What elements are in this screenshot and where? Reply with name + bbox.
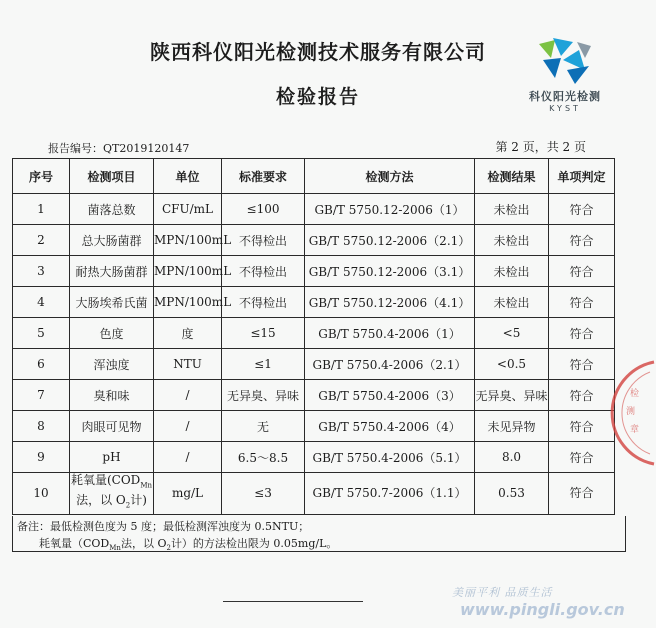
company-logo — [510, 36, 620, 126]
cell-unit: NTU — [154, 349, 222, 380]
table-row — [13, 194, 615, 225]
cell-item: 浑浊度 — [70, 349, 154, 380]
cell-item-text: 法，以 O — [76, 493, 126, 508]
cell-unit: CFU/mL — [154, 194, 222, 225]
red-seal-stamp-icon — [616, 358, 656, 468]
cell-verdict: 符合 — [549, 349, 615, 380]
table-row — [13, 318, 615, 349]
cell-no: 8 — [13, 411, 70, 442]
cell-verdict: 符合 — [549, 442, 615, 473]
cell-no: 9 — [13, 442, 70, 473]
remarks-box — [12, 516, 626, 552]
cell-unit: MPN/100mL — [154, 287, 222, 318]
remark-line-1: 备注：最低检测色度为 5 度；最低检测浑浊度为 0.5NTU； — [17, 520, 310, 533]
cell-result: 0.53 — [475, 473, 549, 515]
cell-no: 4 — [13, 287, 70, 318]
cell-method: GB/T 5750.4-2006（5.1） — [305, 442, 475, 473]
header-unit: 单位 — [154, 159, 222, 194]
header-no: 序号 — [13, 159, 70, 194]
cell-no: 3 — [13, 256, 70, 287]
cell-standard: 6.5～8.5 — [222, 442, 305, 473]
cell-verdict: 符合 — [549, 380, 615, 411]
svg-text:检: 检 — [630, 389, 640, 399]
header-result: 检测结果 — [475, 159, 549, 194]
remark-text: 法，以 O — [120, 537, 167, 550]
cell-verdict: 符合 — [549, 194, 615, 225]
cell-item: 臭和味 — [70, 380, 154, 411]
table-row — [13, 225, 615, 256]
cell-method: GB/T 5750.4-2006（4） — [305, 411, 475, 442]
cell-result: <5 — [475, 318, 549, 349]
cell-item: 耐热大肠菌群 — [70, 256, 154, 287]
cell-item: 大肠埃希氏菌 — [70, 287, 154, 318]
logo-name-en: KYST — [549, 104, 581, 113]
page-indicator: 第 2 页，共 2 页 — [495, 140, 586, 154]
cell-result: 未见异物 — [475, 411, 549, 442]
cell-method: GB/T 5750.12-2006（1） — [305, 194, 475, 225]
svg-text:章: 章 — [630, 425, 640, 435]
table-row — [13, 380, 615, 411]
cell-no: 5 — [13, 318, 70, 349]
cell-unit: / — [154, 442, 222, 473]
cell-result: 未检出 — [475, 256, 549, 287]
report-title: 检验报告 — [275, 86, 360, 108]
table-row — [13, 256, 615, 287]
cell-method: GB/T 5750.4-2006（1） — [305, 318, 475, 349]
cell-standard: 不得检出 — [222, 256, 305, 287]
cell-standard: 无异臭、异味 — [222, 380, 305, 411]
cell-standard: 不得检出 — [222, 225, 305, 256]
cell-result: 8.0 — [475, 442, 549, 473]
header-method: 检测方法 — [305, 159, 475, 194]
cell-item-subscript: 2 — [125, 501, 131, 510]
header-item: 检测项目 — [70, 159, 154, 194]
remark-text: 计）的方法检出限为 0.05mg/L。 — [170, 537, 338, 550]
cell-item-text: 计) — [130, 493, 147, 508]
cell-item: 肉眼可见物 — [70, 411, 154, 442]
cell-standard: 不得检出 — [222, 287, 305, 318]
cell-method: GB/T 5750.12-2006（4.1） — [305, 287, 475, 318]
cell-item: 菌落总数 — [70, 194, 154, 225]
remark-line-2 — [39, 535, 337, 552]
cell-method: GB/T 5750.12-2006（3.1） — [305, 256, 475, 287]
cell-method: GB/T 5750.4-2006（2.1） — [305, 349, 475, 380]
table-row — [13, 442, 615, 473]
cell-standard: ≤3 — [222, 473, 305, 515]
cell-result: 未检出 — [475, 225, 549, 256]
cell-method: GB/T 5750.4-2006（3） — [305, 380, 475, 411]
table-row — [13, 287, 615, 318]
watermark-text: 美丽平利 品质生活 — [452, 586, 553, 599]
cell-unit: 度 — [154, 318, 222, 349]
header-standard: 标准要求 — [222, 159, 305, 194]
signature-line — [223, 601, 363, 602]
cell-item-subscript: Mn — [140, 481, 152, 490]
cell-verdict: 符合 — [549, 287, 615, 318]
cell-item: pH — [70, 442, 154, 473]
cell-verdict: 符合 — [549, 411, 615, 442]
cell-verdict: 符合 — [549, 318, 615, 349]
cell-result: 未检出 — [475, 194, 549, 225]
cell-result: 无异臭、异味 — [475, 380, 549, 411]
cell-unit: MPN/100mL — [154, 225, 222, 256]
cell-unit: mg/L — [154, 473, 222, 515]
cell-item: 总大肠菌群 — [70, 225, 154, 256]
cell-item — [70, 473, 154, 515]
cell-no: 10 — [13, 473, 70, 515]
cell-method: GB/T 5750.7-2006（1.1） — [305, 473, 475, 515]
cell-unit: / — [154, 380, 222, 411]
cell-no: 2 — [13, 225, 70, 256]
company-name: 陕西科仪阳光检测技术服务有限公司 — [150, 40, 486, 64]
cell-no: 6 — [13, 349, 70, 380]
cell-unit: MPN/100mL — [154, 256, 222, 287]
cell-no: 1 — [13, 194, 70, 225]
cell-standard: 无 — [222, 411, 305, 442]
table-row — [13, 411, 615, 442]
results-table — [12, 158, 615, 515]
table-row — [13, 349, 615, 380]
kyst-logo-icon — [533, 36, 597, 86]
cell-item: 色度 — [70, 318, 154, 349]
cell-standard: ≤1 — [222, 349, 305, 380]
cell-verdict: 符合 — [549, 473, 615, 515]
remark-subscript: Mn — [109, 544, 121, 553]
watermark-url: www.pingli.gov.cn — [460, 600, 625, 619]
cell-standard: ≤15 — [222, 318, 305, 349]
cell-standard: ≤100 — [222, 194, 305, 225]
cell-verdict: 符合 — [549, 225, 615, 256]
cell-item-text: 耗氧量(COD — [70, 473, 141, 487]
logo-name-cn: 科仪阳光检测 — [529, 90, 601, 103]
table-row — [13, 473, 615, 515]
remark-text: 耗氧量（COD — [39, 537, 110, 550]
remark-subscript: 2 — [166, 544, 171, 553]
cell-verdict: 符合 — [549, 256, 615, 287]
table-header-row — [13, 159, 615, 194]
cell-result: 未检出 — [475, 287, 549, 318]
cell-result: <0.5 — [475, 349, 549, 380]
header-verdict: 单项判定 — [549, 159, 615, 194]
svg-text:测: 测 — [626, 407, 636, 417]
report-number: 报告编号：QT2019120147 — [48, 142, 190, 155]
cell-method: GB/T 5750.12-2006（2.1） — [305, 225, 475, 256]
cell-unit: / — [154, 411, 222, 442]
cell-no: 7 — [13, 380, 70, 411]
